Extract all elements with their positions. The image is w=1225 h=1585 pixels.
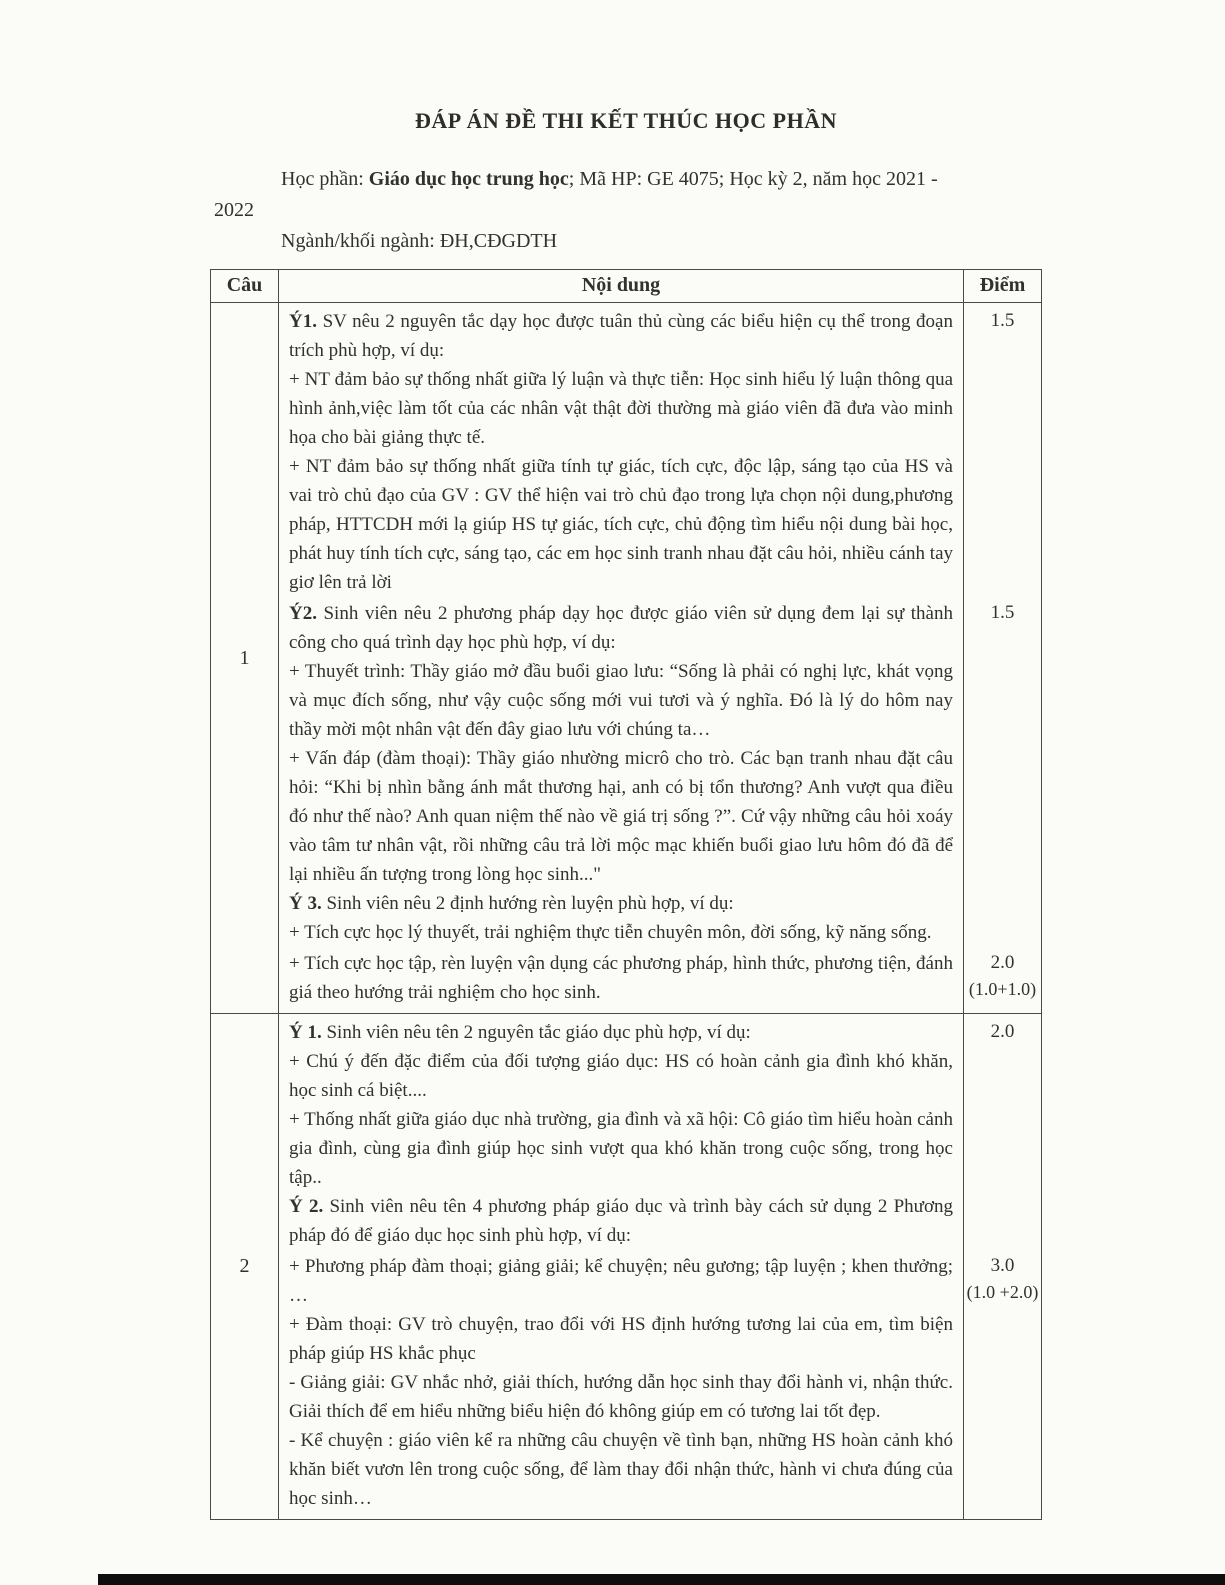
answer-table — [210, 269, 1042, 1520]
content-paragraph: Ý 2. Sinh viên nêu tên 4 phương pháp giáo dục và trình bày cách sử dụng 2 Phương pháp đó để giáo dục học sinh phù hợp, ví dụ: — [289, 1196, 953, 1246]
segment-paragraphs — [279, 306, 963, 598]
content-paragraph: - Kể chuyện : giáo viên kể ra những câu chuyện về tình bạn, những HS hoàn cảnh khó khăn biết vươn lên trong cuộc sống, để làm thay đổi nhận thức, hành vi chưa đúng của học sinh… — [289, 1430, 953, 1509]
header-cau: Câu — [211, 270, 279, 302]
point-main: 2.0 — [990, 1021, 1015, 1042]
segment-paragraphs — [279, 948, 963, 1008]
segment — [279, 1251, 1041, 1514]
content-paragraph: + Thống nhất giữa giáo dục nhà trường, gia đình và xã hội: Cô giáo tìm hiểu hoàn cảnh gia đình, cùng gia đình giúp học sinh vượt qua khó khăn trong cuộc sống, trong học tập.. — [289, 1109, 953, 1188]
cau-number: 1 — [239, 646, 250, 669]
course-label: Học phần: — [281, 168, 369, 190]
content-paragraph: Ý2. Sinh viên nêu 2 phương pháp dạy học được giáo viên sử dụng đem lại sự thành công cho quá trình dạy học phù hợp, ví dụ: — [289, 603, 953, 653]
major-line: Ngành/khối ngành: ĐH,CĐGDTH — [281, 230, 558, 252]
table-row — [211, 303, 1041, 1014]
content-paragraph: Ý1. SV nêu 2 nguyên tắc dạy học được tuân thủ cùng các biểu hiện cụ thể trong đoạn trích phù hợp, ví dụ: — [289, 311, 953, 361]
course-year-wrap: 2022 — [214, 199, 254, 221]
page — [210, 108, 1042, 1520]
point-main: 3.0 — [990, 1255, 1015, 1276]
content-paragraph: + Phương pháp đàm thoại; giảng giải; kể chuyện; nêu gương; tập luyện ; khen thưởng; … — [289, 1256, 953, 1306]
course-info-line — [210, 164, 1042, 195]
content-paragraph: - Giảng giải: GV nhắc nhở, giải thích, hướng dẫn học sinh thay đổi hành vi, nhận thức. Giải thích để em hiểu những biểu hiện đó không giúp em có tương lai tốt đẹp. — [289, 1372, 953, 1422]
content-paragraph: + NT đảm bảo sự thống nhất giữa lý luận và thực tiễn: Học sinh hiểu lý luận thông qua hình ảnh,việc làm tốt của các nhân vật thật đời thường mà giáo viên đã đưa vào minh họa cho bài giảng thực tế. — [289, 369, 953, 448]
point-main: 1.5 — [990, 602, 1015, 623]
point-sub: (1.0 +2.0) — [966, 1282, 1039, 1302]
segment — [279, 598, 1041, 948]
cau-cell — [211, 303, 279, 1013]
segment — [279, 948, 1041, 1008]
point-cell — [963, 595, 1041, 953]
point-sub: (1.0+1.0) — [968, 979, 1037, 999]
point-cell — [963, 1248, 1041, 1519]
header-noidung: Nội dung — [581, 274, 661, 296]
content-paragraph: + Chú ý đến đặc điểm của đối tượng giáo dục: HS có hoàn cảnh gia đình khó khăn, học sinh cá biệt.... — [289, 1051, 953, 1101]
course-name: Giáo dục học trung học — [368, 168, 569, 190]
point-cell — [963, 303, 1041, 603]
content-paragraph: Ý 1. Sinh viên nêu tên 2 nguyên tắc giáo dục phù hợp, ví dụ: — [289, 1022, 751, 1043]
cau-cell — [211, 1014, 279, 1519]
segment-paragraphs — [279, 1017, 963, 1251]
segment — [279, 1017, 1041, 1251]
content-paragraph: + Tích cực học lý thuyết, trải nghiệm thực tiễn chuyên môn, đời sống, kỹ năng sống. — [289, 922, 932, 943]
segment-paragraphs — [279, 1251, 963, 1514]
content-paragraph: + Tích cực học tập, rèn luyện vận dụng các phương pháp, hình thức, phương tiện, đánh giá theo hướng trải nghiệm cho học sinh. — [289, 953, 953, 1003]
table-body — [211, 303, 1041, 1519]
content-paragraph: Ý 3. Sinh viên nêu 2 định hướng rèn luyện phù hợp, ví dụ: — [289, 893, 734, 914]
point-cell — [963, 1014, 1041, 1256]
document-title: ĐÁP ÁN ĐỀ THI KẾT THÚC HỌC PHẦN — [415, 108, 837, 133]
point-main: 1.5 — [990, 310, 1015, 331]
table-header-row — [211, 270, 1041, 303]
header-diem: Điểm — [963, 270, 1041, 302]
course-meta: ; Mã HP: GE 4075; Học kỳ 2, năm học 2021 - — [568, 168, 938, 190]
cau-number: 2 — [239, 1255, 250, 1277]
table-row — [211, 1014, 1041, 1519]
scan-artifact-bar — [98, 1574, 1225, 1585]
point-main: 2.0 — [990, 952, 1015, 973]
content-paragraph: + Thuyết trình: Thầy giáo mở đầu buổi giao lưu: “Sống là phải có nghị lực, khát vọng và mục đích sống, như vậy cuộc sống mới vui tươi và ý nghĩa. Đó là lý do hôm nay thầy mời một nhân vật đến đây giao lưu với chúng ta… — [289, 661, 953, 740]
row-segments — [279, 1014, 1041, 1519]
segment — [279, 306, 1041, 598]
point-cell — [963, 945, 1041, 1013]
content-paragraph: + Đàm thoại: GV trò chuyện, trao đổi với HS định hướng tương lai của em, tìm biện pháp giúp HS khắc phục — [289, 1314, 953, 1364]
content-paragraph: + Vấn đáp (đàm thoại): Thầy giáo nhường micrô cho trò. Các bạn tranh nhau đặt câu hỏi: “Khi bị nhìn bằng ánh mắt thương hại, anh có bị tổn thương? Anh vượt qua điều đó như thế nào? Anh quan niệm thế nào về giá trị sống ?”. Cứ vậy những câu hỏi xoáy vào tâm tư nhân vật, rồi những câu trả lời mộc mạc khiến buổi giao lưu hôm đó đã để lại nhiều ấn tượng trong lòng học sinh..." — [289, 748, 953, 885]
segment-paragraphs — [279, 598, 963, 948]
row-segments — [279, 303, 1041, 1013]
content-paragraph: + NT đảm bảo sự thống nhất giữa tính tự giác, tích cực, độc lập, sáng tạo của HS và vai trò chủ đạo của GV : GV thể hiện vai trò chủ đạo trong lựa chọn nội dung,phương pháp, HTTCDH mới lạ giúp HS tự giác, tích cực, chủ động tìm hiểu nội dung bài học, phát huy tính tích cực, sáng tạo, các em học sinh tranh nhau đặt câu hỏi, nhiều cánh tay giơ lên trả lời — [289, 456, 953, 593]
